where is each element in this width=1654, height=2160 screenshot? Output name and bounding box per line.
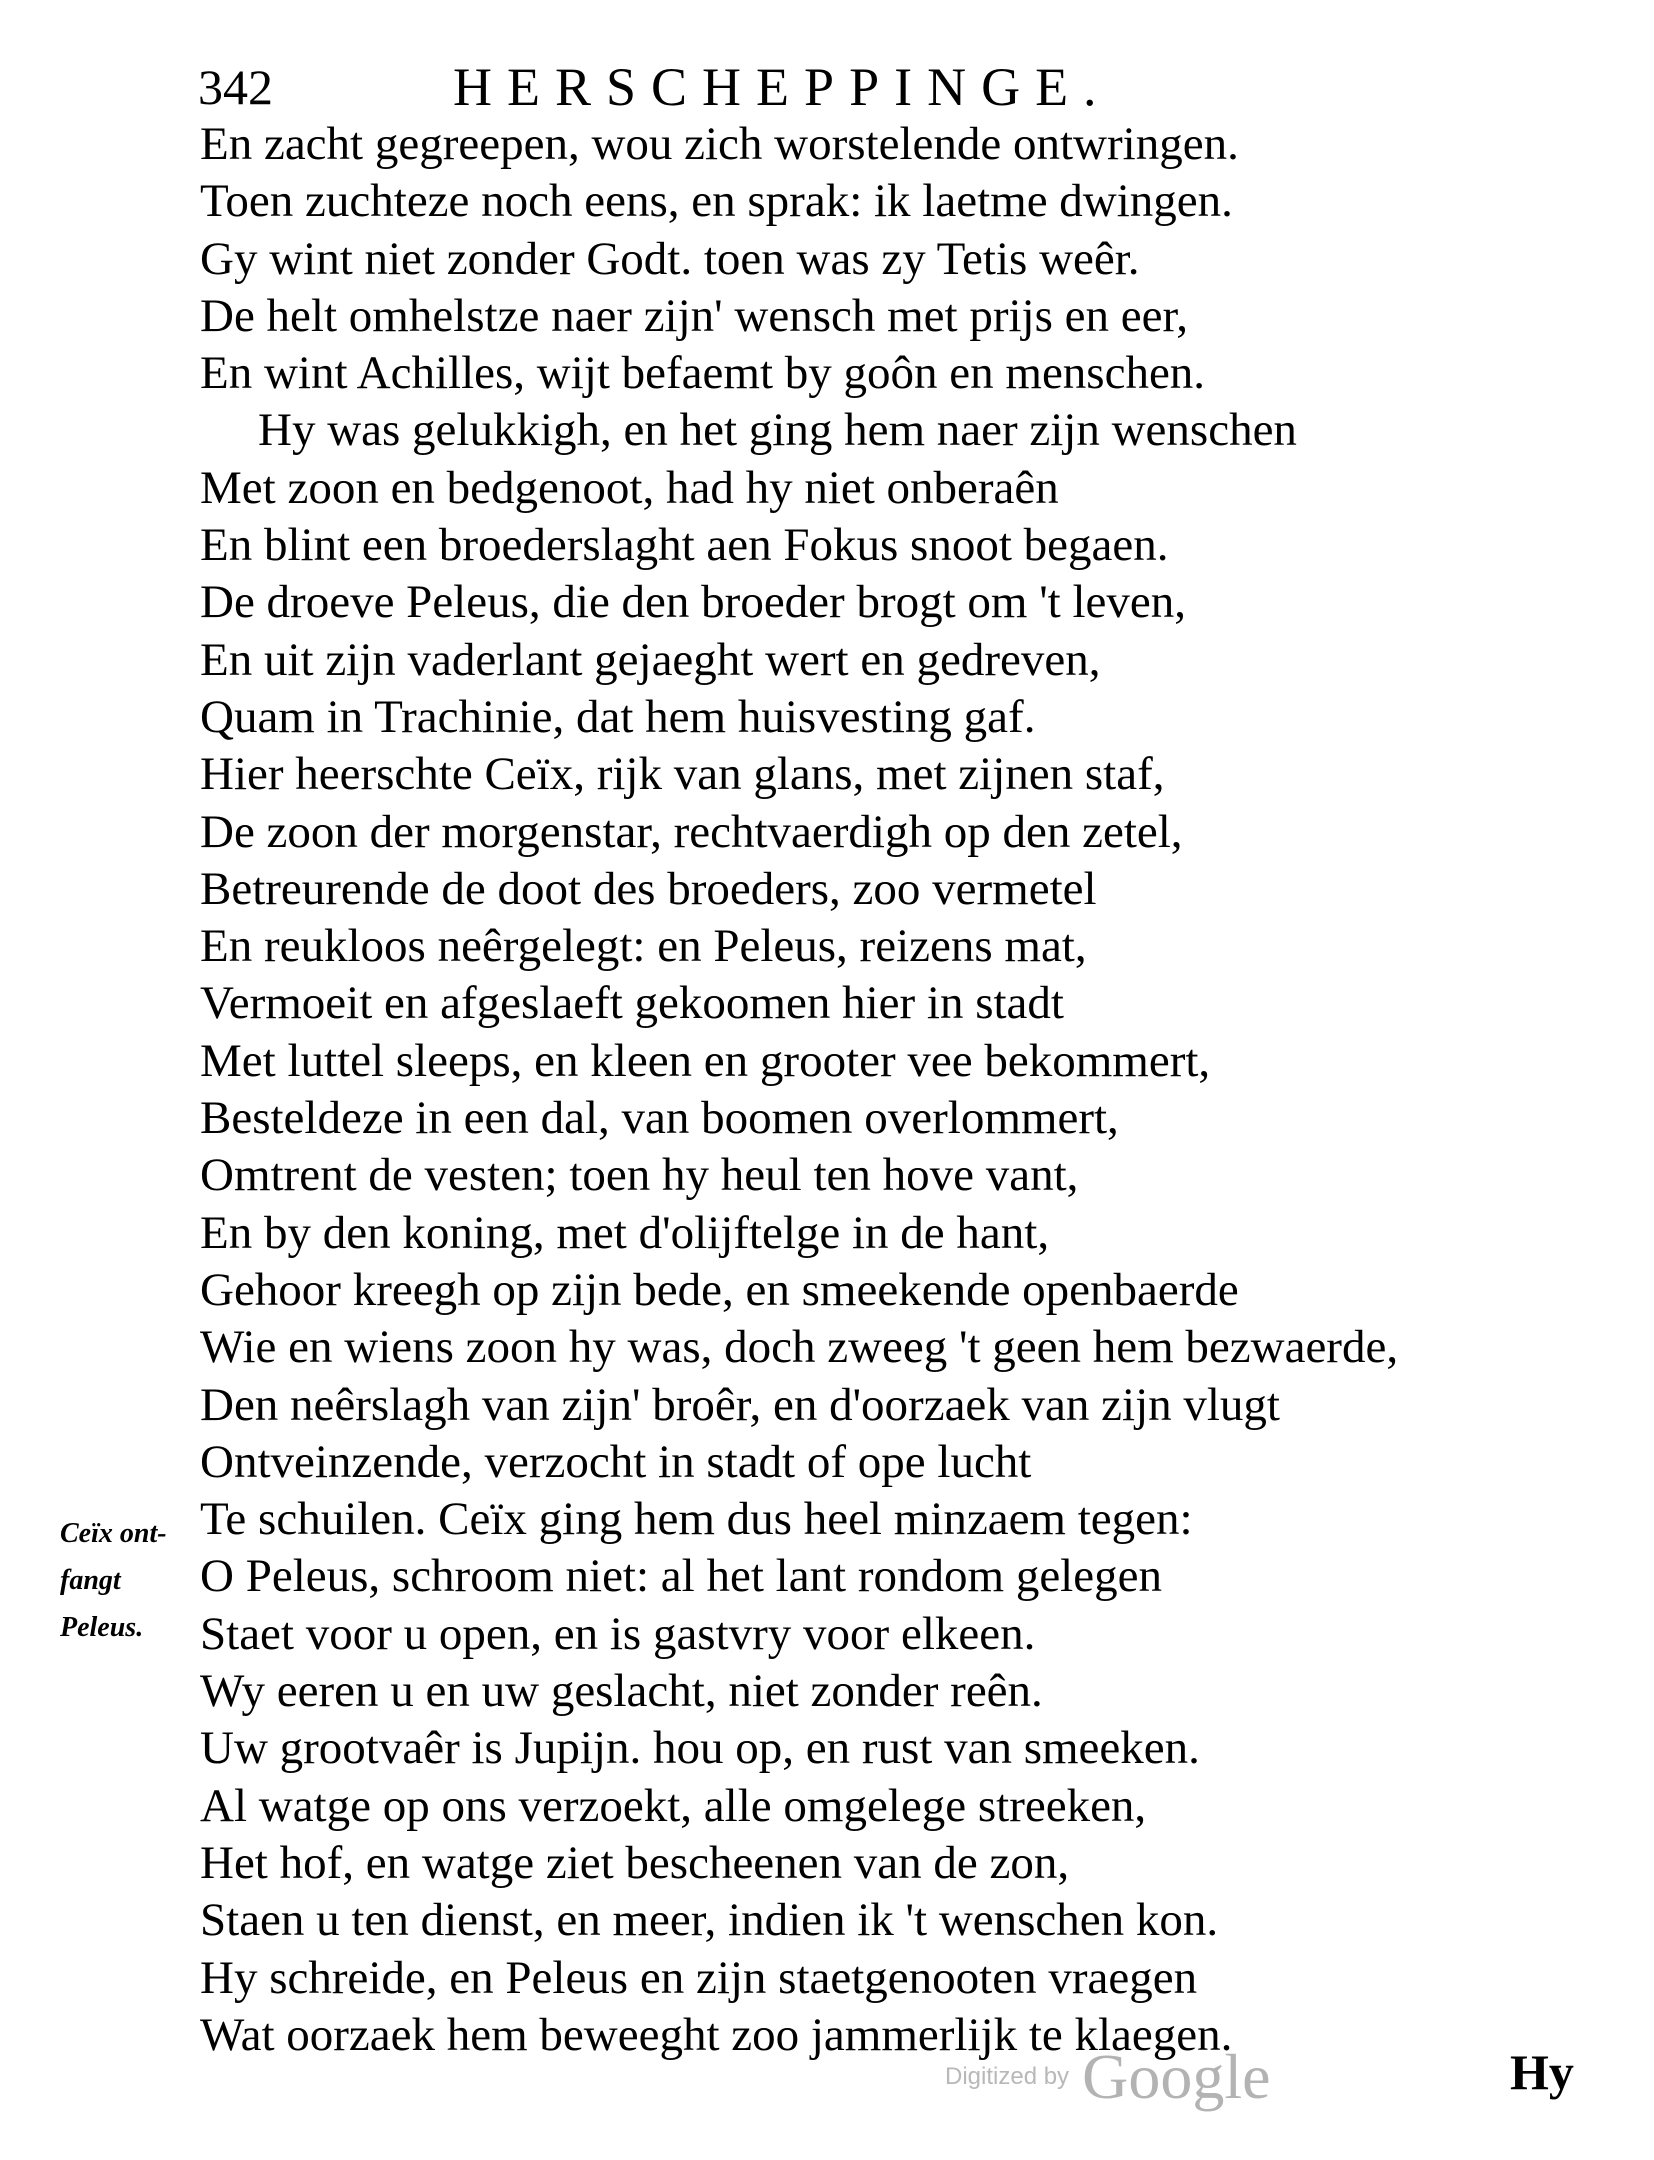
verse-line: Wie en wiens zoon hy was, doch zweeg 't geen hem bezwaerde, <box>200 1321 1399 1374</box>
verse-line: En by den koning, met d'olijftelge in de hant, <box>200 1206 1050 1259</box>
verse-line: Het hof, en watge ziet bescheenen van de zon, <box>200 1836 1070 1889</box>
verse-line: Al watge op ons verzoekt, alle omgelege streeken, <box>200 1779 1147 1832</box>
verse-line: En reukloos neêrgelegt: en Peleus, reizens mat, <box>200 920 1087 973</box>
verse-line: Vermoeit en afgeslaeft gekoomen hier in stadt <box>200 977 1064 1030</box>
verse-line: De zoon der morgenstar, rechtvaerdigh op den zetel, <box>200 805 1183 858</box>
verse-line: Wat oorzaek hem beweeght zoo jammerlijk te klaegen. <box>200 2008 1233 2061</box>
verse-line: En blint een broederslaght aen Fokus snoot begaen. <box>200 519 1169 572</box>
verse-line: Uw grootvaêr is Jupijn. hou op, en rust van smeeken. <box>200 1722 1200 1775</box>
verse-line: Wy eeren u en uw geslacht, niet zonder reên. <box>200 1665 1043 1718</box>
verse-line: En zacht gegreepen, wou zich worstelende ontwringen. <box>200 118 1239 170</box>
verse-line: Hy schreide, en Peleus en zijn staetgenooten vraegen <box>200 1951 1198 2004</box>
verse-line: Met zoon en bedgenoot, had hy niet onberaên <box>200 461 1059 514</box>
verse-line: Ontveinzende, verzocht in stadt of ope lucht <box>200 1435 1032 1488</box>
verse-line: Hy was gelukkigh, en het ging hem naer zijn wenschen <box>258 404 1297 457</box>
marginal-note-line: Ceïx ont- <box>60 1518 167 1549</box>
marginal-note-line: Peleus. <box>60 1612 144 1643</box>
verse-line: Betreurende de doot des broeders, zoo vermetel <box>200 862 1097 915</box>
verse-line: Te schuilen. Ceïx ging hem dus heel minzaem tegen: <box>200 1493 1193 1546</box>
verse-line: Gehoor kreegh op zijn bede, en smeekende openbaerde <box>200 1263 1239 1316</box>
verse-line: En wint Achilles, wijt befaemt by goôn en menschen. <box>200 347 1206 400</box>
verse-line: Gy wint niet zonder Godt. toen was zy Tetis weêr. <box>200 232 1140 285</box>
marginal-note <box>60 1510 210 1651</box>
verse-line: Met luttel sleeps, en kleen en grooter vee bekommert, <box>200 1034 1211 1087</box>
page-number: 342 <box>198 59 273 115</box>
running-title: HERSCHEPPINGE. <box>453 57 1112 117</box>
page-header <box>198 52 1348 122</box>
verse-line: En uit zijn vaderlant gejaeght wert en gedreven, <box>200 633 1101 686</box>
digitized-watermark <box>945 2040 1271 2110</box>
verse-line: Quam in Trachinie, dat hem huisvesting gaf. <box>200 690 1036 743</box>
verse-line: Besteldeze in een dal, van boomen overlommert, <box>200 1092 1119 1145</box>
marginal-note-line: fangt <box>60 1565 121 1596</box>
verse-line: Omtrent de vesten; toen hy heul ten hove vant, <box>200 1149 1079 1202</box>
verse-line: Den neêrslagh van zijn' broêr, en d'oorzaek van zijn vlugt <box>200 1378 1280 1431</box>
verse-line: Hier heerschte Ceïx, rijk van glans, met zijnen staf, <box>200 748 1165 801</box>
verse-block <box>200 116 1580 2064</box>
verse-line: Staen u ten dienst, en meer, indien ik 't wenschen kon. <box>200 1894 1219 1947</box>
watermark-prefix: Digitized by <box>945 2063 1070 2090</box>
verse-line: De droeve Peleus, die den broeder brogt om 't leven, <box>200 576 1187 629</box>
verse-line: De helt omhelstze naer zijn' wensch met prijs en eer, <box>200 289 1188 342</box>
google-logo: Google <box>1082 2041 1271 2112</box>
verse-line: Staet voor u open, en is gastvry voor elkeen. <box>200 1607 1036 1660</box>
verse-line: O Peleus, schroom niet: al het lant rondom gelegen <box>200 1550 1162 1603</box>
verse-line: Toen zuchteze noch eens, en sprak: ik laetme dwingen. <box>200 175 1233 228</box>
catchword: Hy <box>1510 2044 1574 2100</box>
